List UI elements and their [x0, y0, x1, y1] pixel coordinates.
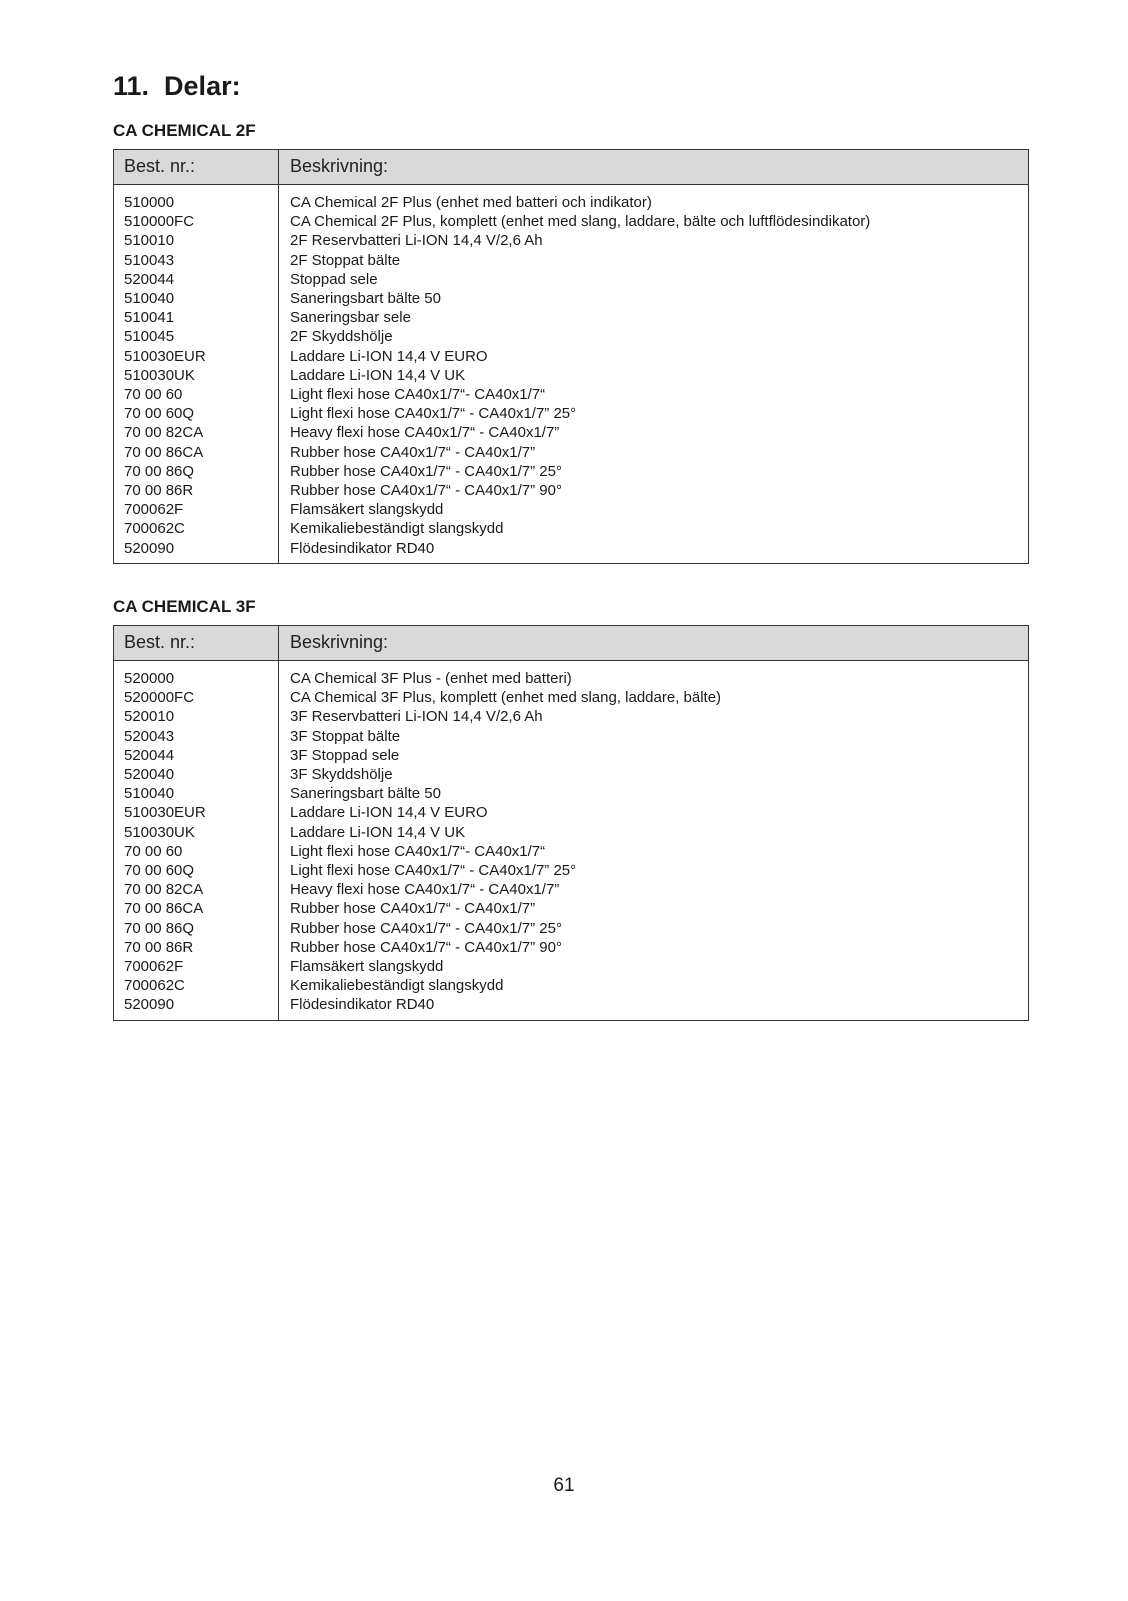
part-number-cell: 70 00 60: [124, 386, 183, 404]
description-cell: Heavy flexi hose CA40x1/7“ - CA40x1/7”: [290, 424, 560, 442]
part-number-column: [114, 185, 279, 563]
part-number-cell: 520090: [124, 539, 175, 557]
page-title: 11. Delar:: [113, 71, 241, 101]
part-number-cell: 510030UK: [124, 823, 195, 841]
part-number-cell: 70 00 60Q: [124, 405, 195, 423]
part-number-cell: 520090: [124, 996, 175, 1014]
description-cell: CA Chemical 3F Plus, komplett (enhet med slang, laddare, bälte): [290, 689, 722, 707]
description-cell: Saneringsbar sele: [290, 309, 411, 327]
column-header-description: Beskrivning:: [290, 156, 389, 176]
parts-table-3f: [113, 625, 1029, 1021]
description-cell: Light flexi hose CA40x1/7“ - CA40x1/7” 25°: [290, 405, 577, 423]
part-number-cell: 510030EUR: [124, 347, 206, 365]
description-cell: Saneringsbart bälte 50: [290, 785, 441, 803]
description-cell: 3F Stoppad sele: [290, 746, 400, 764]
description-cell: Flamsäkert slangskydd: [290, 501, 444, 519]
part-number-column: [114, 661, 279, 1020]
description-cell: 3F Skyddshölje: [290, 766, 393, 784]
section-title-3f: CA CHEMICAL 3F: [113, 597, 256, 616]
column-header-part-number: Best. nr.:: [114, 150, 279, 184]
page-number: 61: [553, 1475, 575, 1496]
part-number-cell: 70 00 86CA: [124, 443, 204, 461]
description-cell: Rubber hose CA40x1/7“ - CA40x1/7”: [290, 443, 536, 461]
description-cell: Heavy flexi hose CA40x1/7“ - CA40x1/7”: [290, 881, 560, 899]
part-number-cell: 70 00 86Q: [124, 462, 195, 480]
description-cell: CA Chemical 3F Plus - (enhet med batteri): [290, 670, 572, 687]
description-cell: Stoppad sele: [290, 270, 378, 288]
part-number-cell: 520040: [124, 766, 175, 784]
description-cell: Kemikaliebeständigt slangskydd: [290, 520, 504, 538]
parts-table-2f: [113, 149, 1029, 564]
description-cell: Rubber hose CA40x1/7“ - CA40x1/7” 25°: [290, 919, 562, 937]
description-cell: Rubber hose CA40x1/7“ - CA40x1/7” 90°: [290, 938, 562, 956]
part-number-cell: 70 00 86R: [124, 482, 194, 500]
part-number-cell: 70 00 86R: [124, 938, 194, 956]
description-cell: CA Chemical 2F Plus (enhet med batteri och indikator): [290, 194, 652, 211]
description-cell: Saneringsbart bälte 50: [290, 290, 441, 308]
part-number-cell: 520010: [124, 708, 175, 726]
description-column: [279, 661, 1028, 1020]
description-cell: Flödesindikator RD40: [290, 539, 435, 557]
part-number-cell: 510000FC: [124, 213, 195, 231]
part-number-cell: 70 00 82CA: [124, 424, 204, 442]
part-number-cell: 70 00 82CA: [124, 881, 204, 899]
table-header: [114, 626, 1028, 661]
description-cell: Kemikaliebeständigt slangskydd: [290, 977, 504, 995]
description-cell: CA Chemical 2F Plus, komplett (enhet med slang, laddare, bälte och luftflödesindikator): [290, 213, 871, 231]
description-cell: 2F Reservbatteri Li-ION 14,4 V/2,6 Ah: [290, 232, 543, 250]
part-number-cell: 510040: [124, 785, 175, 803]
description-cell: Laddare Li-ION 14,4 V EURO: [290, 804, 488, 822]
description-cell: 2F Skyddshölje: [290, 328, 393, 346]
part-number-cell: 70 00 86Q: [124, 919, 195, 937]
description-cell: Light flexi hose CA40x1/7“- CA40x1/7“: [290, 386, 546, 404]
description-cell: 3F Stoppat bälte: [290, 727, 401, 745]
part-number-cell: 700062C: [124, 520, 185, 538]
description-cell: Flamsäkert slangskydd: [290, 958, 444, 976]
description-column: [279, 185, 1028, 563]
part-number-cell: 700062C: [124, 977, 185, 995]
table-header: [114, 150, 1028, 185]
part-number-cell: 70 00 60Q: [124, 862, 195, 880]
description-cell: Laddare Li-ION 14,4 V UK: [290, 366, 466, 384]
column-header-description: Beskrivning:: [290, 632, 389, 652]
part-number-cell: 520000: [124, 670, 175, 687]
part-number-cell: 510000: [124, 194, 175, 211]
part-number-cell: 520043: [124, 727, 175, 745]
part-number-cell: 510041: [124, 309, 175, 327]
part-number-cell: 520044: [124, 270, 175, 288]
part-number-cell: 510030EUR: [124, 804, 206, 822]
description-cell: Rubber hose CA40x1/7“ - CA40x1/7”: [290, 900, 536, 918]
section-title-2f: CA CHEMICAL 2F: [113, 121, 256, 140]
description-cell: Laddare Li-ION 14,4 V UK: [290, 823, 466, 841]
description-cell: Laddare Li-ION 14,4 V EURO: [290, 347, 488, 365]
part-number-cell: 510045: [124, 328, 175, 346]
part-number-cell: 510040: [124, 290, 175, 308]
part-number-cell: 510010: [124, 232, 175, 250]
part-number-cell: 700062F: [124, 501, 184, 519]
description-cell: Rubber hose CA40x1/7“ - CA40x1/7” 25°: [290, 462, 562, 480]
description-cell: Light flexi hose CA40x1/7“- CA40x1/7“: [290, 842, 546, 860]
table-body: [114, 185, 1028, 563]
part-number-cell: 520044: [124, 746, 175, 764]
description-cell: Flödesindikator RD40: [290, 996, 435, 1014]
table-body: [114, 661, 1028, 1020]
column-header-part-number: Best. nr.:: [114, 626, 279, 660]
description-cell: 2F Stoppat bälte: [290, 251, 401, 269]
part-number-cell: 70 00 86CA: [124, 900, 204, 918]
part-number-cell: 510030UK: [124, 366, 195, 384]
description-cell: 3F Reservbatteri Li-ION 14,4 V/2,6 Ah: [290, 708, 543, 726]
part-number-cell: 520000FC: [124, 689, 195, 707]
part-number-cell: 70 00 60: [124, 842, 183, 860]
description-cell: Light flexi hose CA40x1/7“ - CA40x1/7” 25°: [290, 862, 577, 880]
part-number-cell: 700062F: [124, 958, 184, 976]
part-number-cell: 510043: [124, 251, 175, 269]
description-cell: Rubber hose CA40x1/7“ - CA40x1/7” 90°: [290, 482, 562, 500]
